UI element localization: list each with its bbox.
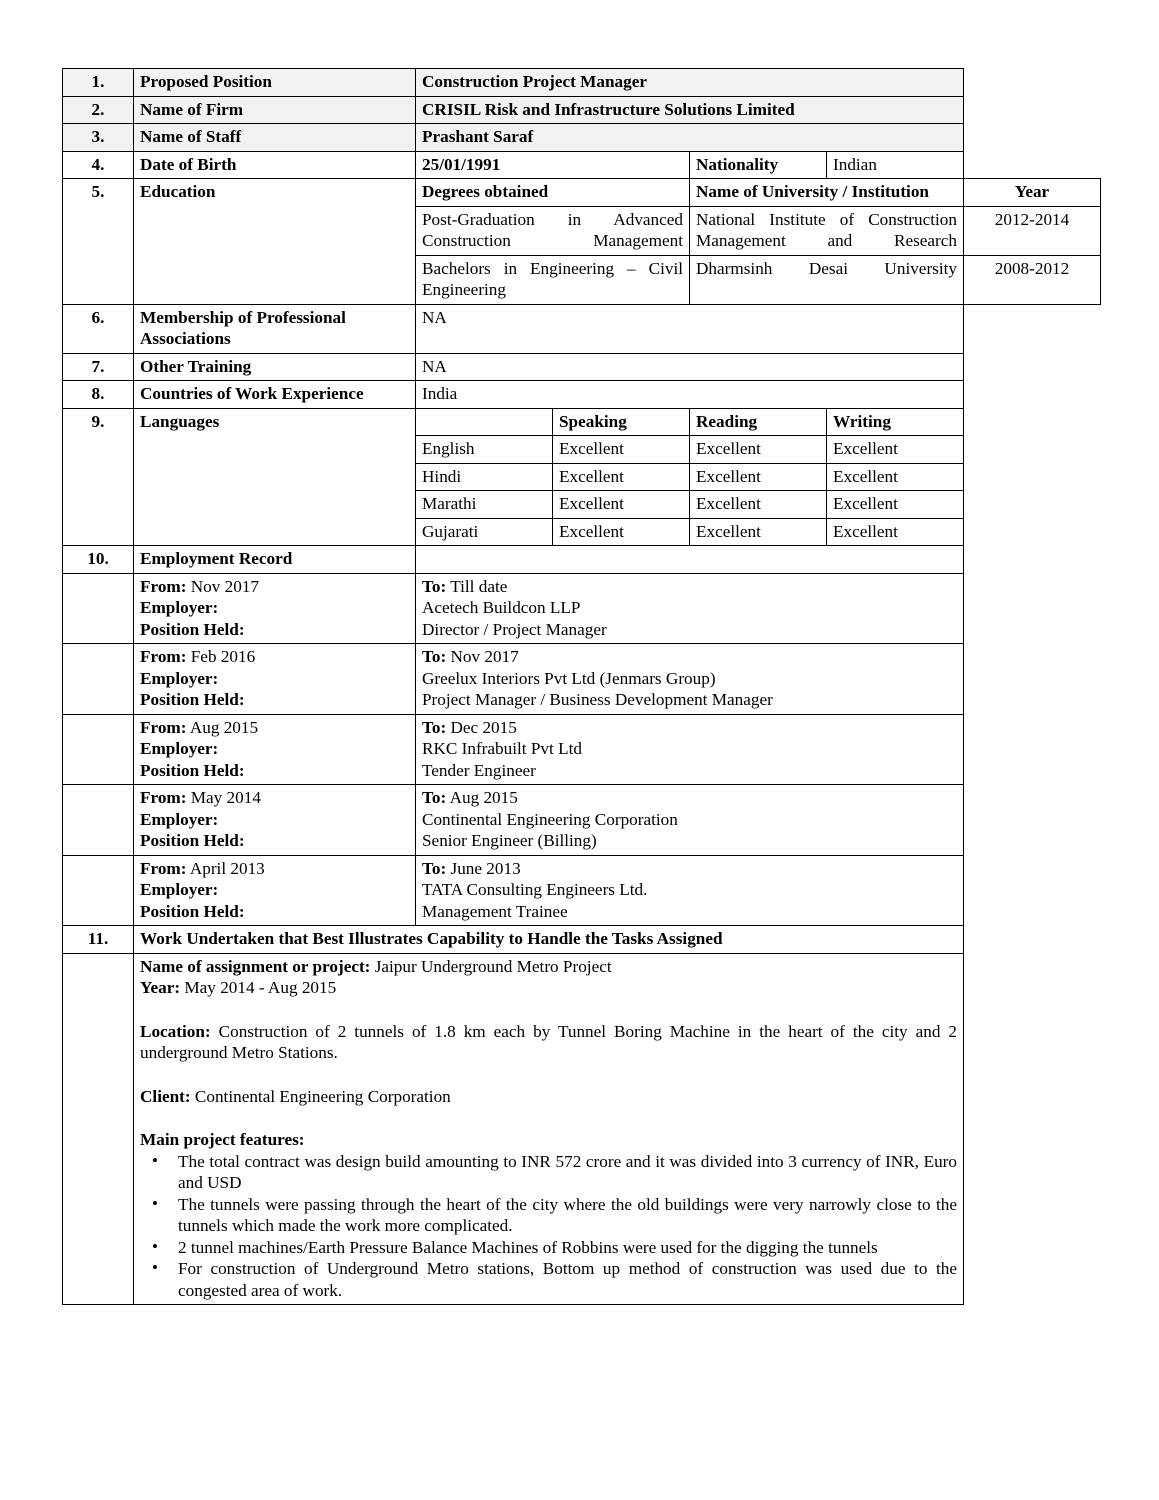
language-reading: Excellent [690,463,827,491]
row-label-membership: Membership of Professional Associations [134,304,416,353]
table-row-employment-entry [63,573,1101,644]
table-row-name-of-firm [63,96,1101,124]
employment-to-label: To: [422,788,447,807]
row-value-countries: India [416,381,964,409]
employment-employer-label: Employer: [140,598,219,617]
employment-to-value: Aug 2015 [449,788,518,807]
education-header-year: Year [964,179,1101,207]
row-label-proposed-position: Proposed Position [134,69,416,97]
language-writing: Excellent [827,491,964,519]
employment-to [422,646,957,668]
employment-to-value: Dec 2015 [450,717,517,737]
employment-from-label: From: [140,576,187,596]
language-writing: Excellent [827,518,964,546]
row-label-name-of-staff: Name of Staff [134,124,416,152]
language-reading: Excellent [690,518,827,546]
row-number: 7. [63,353,134,381]
employment-position-value: Senior Engineer (Billing) [422,831,597,850]
table-row-employment-entry [63,644,1101,715]
employment-right-block [416,855,964,926]
employment-position-label: Position Held: [140,690,245,709]
languages-header-name [416,408,553,436]
table-row-employment-header [63,546,1101,574]
employment-to-value: Nov 2017 [450,647,519,666]
employment-right-block [416,714,964,785]
table-row-employment-entry [63,714,1101,785]
employment-employer-label: Employer: [140,809,219,829]
employment-to-value: Till date [450,576,508,596]
table-row-date-of-birth [63,151,1101,179]
list-item: • The total contract was design build amounting to INR 572 crore and it was divided into 3 currency of INR, Euro and USD [140,1151,957,1194]
row-label-employment: Employment Record [134,546,416,574]
employment-position-label: Position Held: [140,760,245,780]
education-university: Dharmsinh Desai University [690,255,964,304]
employment-to [422,787,957,809]
row-label-nationality: Nationality [690,151,827,179]
employment-to [422,717,957,739]
project-name-label: Name of assignment or project: [140,956,371,976]
project-year-label: Year: [140,978,181,997]
employment-left-block [134,644,416,715]
row-number: 3. [63,124,134,152]
employment-employer-value: RKC Infrabuilt Pvt Ltd [422,739,582,758]
employment-to [422,858,957,880]
row-value-name-of-firm: CRISIL Risk and Infrastructure Solutions Limited [416,96,964,124]
education-degree: Bachelors in Engineering – Civil Engineering [416,255,690,304]
language-writing: Excellent [827,463,964,491]
row-label-countries: Countries of Work Experience [134,381,416,409]
row-number: 11. [63,926,134,954]
table-row-countries [63,381,1101,409]
project-features-label: Main project features: [140,1130,305,1149]
row-value-date-of-birth: 25/01/1991 [416,151,690,179]
row-label-work-undertaken: Work Undertaken that Best Illustrates Capability to Handle the Tasks Assigned [134,926,964,954]
language-speaking: Excellent [553,491,690,519]
employment-from-value: April 2013 [189,858,265,878]
employment-position-value: Tender Engineer [422,760,536,780]
language-speaking: Excellent [553,463,690,491]
row-number: 6. [63,304,134,353]
employment-left-block [134,573,416,644]
project-location [140,1021,957,1064]
employment-right-block [416,785,964,856]
table-row-proposed-position [63,69,1101,97]
row-number: 2. [63,96,134,124]
row-label-education: Education [134,179,416,305]
language-name: Gujarati [416,518,553,546]
row-value-proposed-position: Construction Project Manager [416,69,964,97]
project-gap [140,999,957,1021]
education-year: 2012-2014 [964,206,1101,255]
employment-from [140,646,409,668]
languages-header-reading: Reading [690,408,827,436]
employment-employer-label: Employer: [140,668,219,688]
project-year-value: May 2014 - Aug 2015 [184,978,337,997]
employment-spacer [63,855,134,926]
employment-spacer [63,785,134,856]
education-degree: Post-Graduation in Advanced Construction Management [416,206,690,255]
employment-from-value: Nov 2017 [190,576,260,596]
employment-from-label: From: [140,647,187,666]
list-item: • The tunnels were passing through the heart of the city where the old buildings were very narrowly close to the tunnels which made the work more complicated. [140,1194,957,1237]
languages-header-speaking: Speaking [553,408,690,436]
employment-to-label: To: [422,858,447,878]
project-name-value: Jaipur Underground Metro Project [374,956,612,976]
language-name: Hindi [416,463,553,491]
employment-right-block [416,644,964,715]
cv-table [62,68,1101,1305]
language-name: Marathi [416,491,553,519]
row-value-name-of-staff: Prashant Saraf [416,124,964,152]
education-header-degrees: Degrees obtained [416,179,690,207]
employment-from-label: From: [140,788,187,807]
employment-employer-value: Acetech Buildcon LLP [422,598,581,617]
table-row-project-details [63,953,1101,1305]
project-spacer [63,953,134,1305]
row-number: 9. [63,408,134,546]
row-number: 1. [63,69,134,97]
row-label-name-of-firm: Name of Firm [134,96,416,124]
table-row-other-training [63,353,1101,381]
employment-employer-value: TATA Consulting Engineers Ltd. [422,880,648,899]
employment-right-block [416,573,964,644]
project-gap [140,1107,957,1129]
employment-employer-label: Employer: [140,739,219,758]
employment-from [140,858,409,880]
employment-left-block [134,785,416,856]
employment-from [140,717,409,739]
employment-employer-value: Continental Engineering Corporation [422,809,678,829]
table-row-education-header [63,179,1101,207]
project-location-label: Location: [140,1021,211,1041]
employment-from-label: From: [140,717,187,737]
employment-to-label: To: [422,576,447,596]
row-value-other-training: NA [416,353,964,381]
list-item: • For construction of Underground Metro stations, Bottom up method of construction was used due to the congested area of work. [140,1258,957,1301]
row-value-membership: NA [416,304,964,353]
employment-position-label: Position Held: [140,619,245,639]
employment-from-value: Feb 2016 [190,647,256,666]
education-year: 2008-2012 [964,255,1101,304]
languages-header-writing: Writing [827,408,964,436]
table-row-membership [63,304,1101,353]
employment-from-label: From: [140,858,187,878]
list-item: • 2 tunnel machines/Earth Pressure Balance Machines of Robbins were used for the digging the tunnels [140,1237,957,1259]
employment-employer-value: Greelux Interiors Pvt Ltd (Jenmars Group) [422,668,716,688]
table-row-name-of-staff [63,124,1101,152]
employment-position-label: Position Held: [140,831,245,850]
language-speaking: Excellent [553,518,690,546]
employment-spacer [63,644,134,715]
row-number: 4. [63,151,134,179]
project-client [140,1086,957,1108]
employment-from [140,787,409,809]
row-label-date-of-birth: Date of Birth [134,151,416,179]
language-reading: Excellent [690,491,827,519]
project-details-block [134,953,964,1305]
table-row-employment-entry [63,855,1101,926]
employment-to-label: To: [422,647,447,666]
row-value-nationality: Indian [827,151,964,179]
employment-from-value: May 2014 [190,788,261,807]
row-number: 5. [63,179,134,305]
project-features-list [140,1151,957,1302]
row-number: 8. [63,381,134,409]
language-name: English [416,436,553,464]
employment-left-block [134,855,416,926]
employment-to [422,576,957,598]
project-client-value: Continental Engineering Corporation [194,1086,451,1106]
education-university: National Institute of Construction Management and Research [690,206,964,255]
employment-position-value: Management Trainee [422,901,568,921]
employment-from [140,576,409,598]
table-row-languages-header [63,408,1101,436]
project-client-label: Client: [140,1086,191,1106]
employment-spacer [63,714,134,785]
employment-left-block [134,714,416,785]
employment-header-blank [416,546,964,574]
employment-position-value: Project Manager / Business Development Manager [422,690,773,709]
project-year [140,977,957,999]
employment-from-value: Aug 2015 [189,717,259,737]
employment-position-value: Director / Project Manager [422,619,607,639]
table-row-employment-entry [63,785,1101,856]
education-header-university: Name of University / Institution [690,179,964,207]
project-location-value: Construction of 2 tunnels of 1.8 km each by Tunnel Boring Machine in the heart of the city and 2 underground Metro Stations. [140,1021,957,1062]
employment-position-label: Position Held: [140,901,245,921]
row-label-other-training: Other Training [134,353,416,381]
employment-to-value: June 2013 [450,858,521,878]
employment-employer-label: Employer: [140,880,219,899]
language-reading: Excellent [690,436,827,464]
language-speaking: Excellent [553,436,690,464]
project-name [140,956,957,978]
project-gap [140,1064,957,1086]
table-row-work-undertaken-header [63,926,1101,954]
row-number: 10. [63,546,134,574]
employment-to-label: To: [422,717,447,737]
row-label-languages: Languages [134,408,416,546]
employment-spacer [63,573,134,644]
language-writing: Excellent [827,436,964,464]
